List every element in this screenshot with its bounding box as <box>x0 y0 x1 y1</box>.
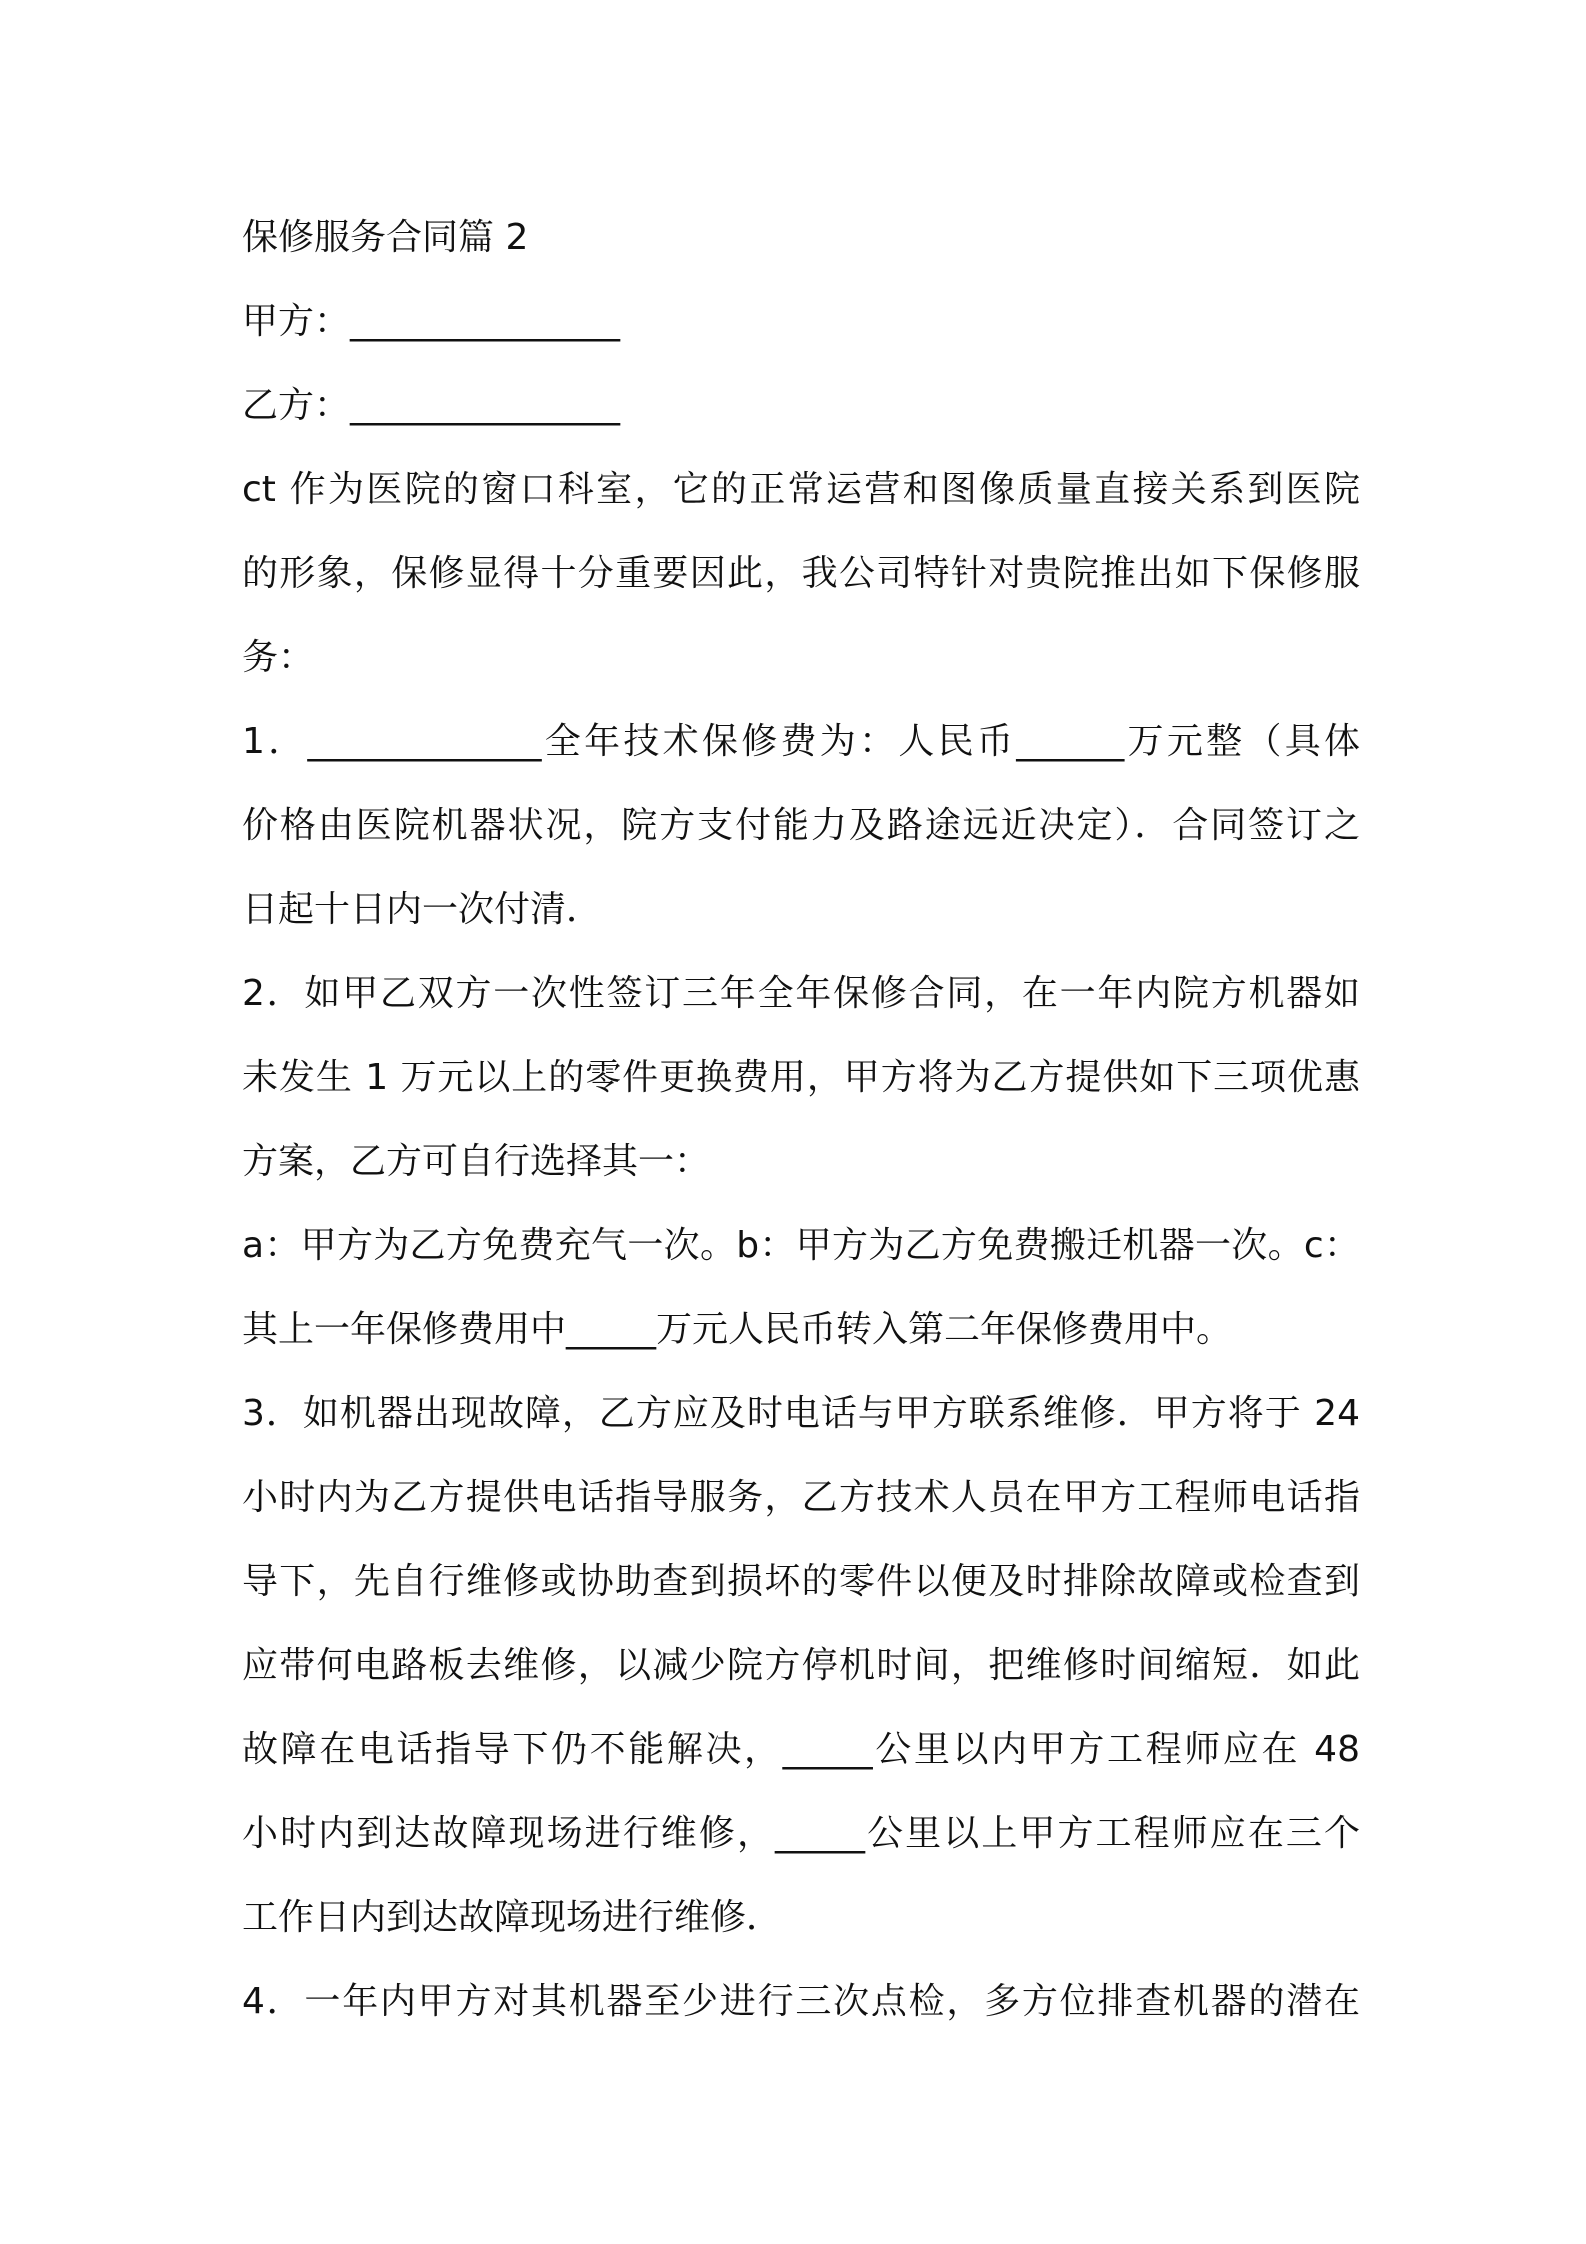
clause-2-options-line: a：甲方为乙方免费充气一次。b：甲方为乙方免费搬迁机器一次。c： <box>242 1225 1360 1266</box>
clause-1-line: 价格由医院机器状况，院方支付能力及路途远近决定）．合同签订之 <box>242 805 1360 846</box>
clause-3-line: 应带何电路板去维修，以减少院方停机时间，把维修时间缩短．如此 <box>242 1645 1360 1686</box>
clause-3-line: 小时内到达故障现场进行维修，_____公里以上甲方工程师应在三个 <box>242 1813 1360 1854</box>
document-title: 保修服务合同篇 2 <box>242 217 529 258</box>
paragraph-line: 的形象，保修显得十分重要因此，我公司特针对贵院推出如下保修服 <box>242 553 1360 594</box>
paragraph-line: ct 作为医院的窗口科室，它的正常运营和图像质量直接关系到医院 <box>242 469 1360 510</box>
clause-1-line: 1．_____________全年技术保修费为：人民币______万元整（具体 <box>242 721 1360 762</box>
party-a-line: 甲方：_______________ <box>242 301 621 342</box>
clause-3-line: 工作日内到达故障现场进行维修． <box>242 1897 783 1938</box>
clause-2-line: 方案，乙方可自行选择其一： <box>242 1141 711 1182</box>
clause-2-line: 未发生 1 万元以上的零件更换费用，甲方将为乙方提供如下三项优惠 <box>242 1057 1360 1098</box>
clause-4-line: 4．一年内甲方对其机器至少进行三次点检，多方位排查机器的潜在 <box>242 1981 1360 2022</box>
clause-1-line: 日起十日内一次付清． <box>242 889 603 930</box>
party-b-line: 乙方：_______________ <box>242 385 621 426</box>
contract-text <box>242 196 1360 2044</box>
clause-3-line: 导下，先自行维修或协助查到损坏的零件以便及时排除故障或检查到 <box>242 1561 1360 1602</box>
clause-3-line: 3．如机器出现故障，乙方应及时电话与甲方联系维修．甲方将于 24 <box>242 1393 1360 1434</box>
paragraph-line: 务： <box>242 637 315 678</box>
clause-3-line: 故障在电话指导下仍不能解决，_____公里以内甲方工程师应在 48 <box>242 1729 1360 1770</box>
clause-2-options-line: 其上一年保修费用中_____万元人民币转入第二年保修费用中。 <box>242 1309 1233 1350</box>
clause-2-line: 2．如甲乙双方一次性签订三年全年保修合同，在一年内院方机器如 <box>242 973 1360 1014</box>
clause-3-line: 小时内为乙方提供电话指导服务，乙方技术人员在甲方工程师电话指 <box>242 1477 1360 1518</box>
